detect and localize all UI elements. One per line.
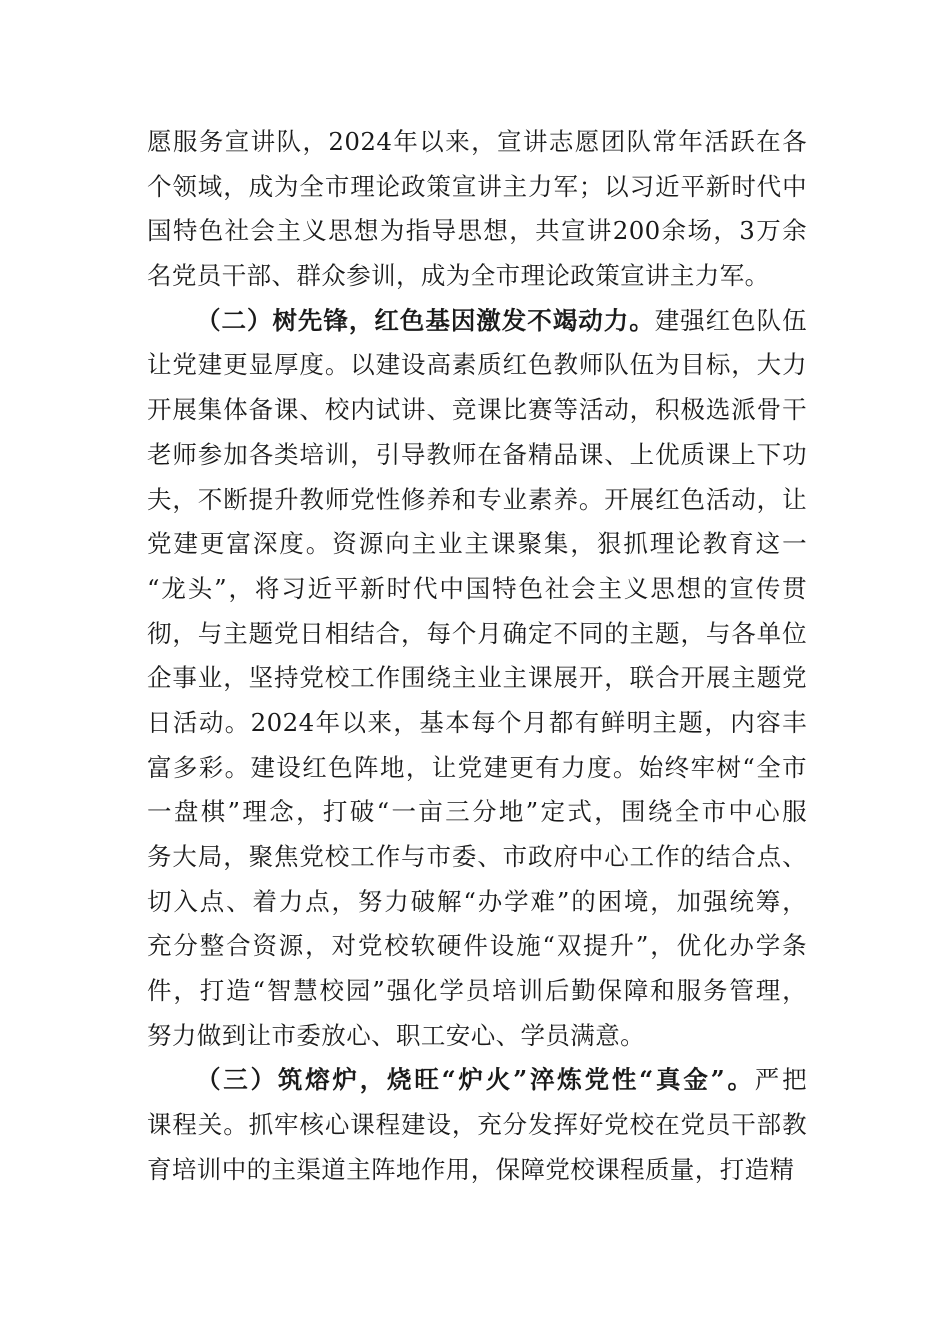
text-line [147, 343, 807, 388]
paragraph [147, 1058, 807, 1192]
text-line [147, 1148, 807, 1193]
text-line [147, 299, 807, 344]
body-text: 务大局，聚焦党校工作与市委、市政府中心工作的结合点、 [147, 842, 807, 871]
text-line [147, 880, 807, 925]
body-text: 党建更富深度。资源向主业主课聚集，狠抓理论教育这一 [147, 529, 807, 559]
body-text: 一盘棋”理念，打破“一亩三分地”定式，围绕全市中心服 [147, 797, 807, 827]
body-text: 充分整合资源，对党校软硬件设施“双提升”，优化办学条 [147, 931, 807, 961]
text-line [147, 567, 807, 612]
body-text: 愿服务宣讲队，2024年以来，宣讲志愿团队常年活跃在各 [147, 127, 807, 156]
text-line [147, 478, 807, 523]
body-text: 育培训中的主渠道主阵地作用，保障党校课程质量，打造精 [147, 1154, 795, 1184]
text-line [147, 746, 807, 791]
body-text: 老师参加各类培训，引导教师在备精品课、上优质课上下功 [147, 439, 807, 469]
body-text: 名党员干部、群众参训，成为全市理论政策宣讲主力军。 [147, 261, 770, 291]
body-text: 企事业，坚持党校工作围绕主业主课展开，联合开展主题党 [147, 663, 807, 693]
body-text: 件，打造“智慧校园”强化学员培训后勤保障和服务管理， [147, 976, 807, 1006]
text-line [147, 924, 807, 969]
text-line [147, 969, 807, 1014]
body-text: 切入点、着力点，努力破解“办学难”的困境，加强统筹， [147, 886, 807, 916]
body-text: “龙头”，将习近平新时代中国特色社会主义思想的宣传贯 [147, 573, 807, 603]
body-text: 让党建更显厚度。以建设高素质红色教师队伍为目标，大力 [147, 350, 807, 380]
text-line [147, 209, 807, 254]
body-text: 富多彩。建设红色阵地，让党建更有力度。始终牢树“全市 [147, 752, 807, 782]
document-body [147, 120, 807, 1193]
bold-heading-text: （三）筑熔炉，烧旺“炉火”淬炼党性“真金”。 [196, 1065, 755, 1095]
body-text: 个领域，成为全市理论政策宣讲主力军；以习近平新时代中 [147, 171, 807, 201]
body-text: 彻，与主题党日相结合，每个月确定不同的主题，与各单位 [147, 618, 807, 648]
text-line [147, 701, 807, 746]
body-text: 建强红色队伍 [654, 305, 807, 335]
text-line [147, 522, 807, 567]
text-line [147, 1058, 807, 1103]
text-line [147, 1014, 807, 1059]
text-line [147, 388, 807, 433]
text-line [147, 612, 807, 657]
text-line [147, 1103, 807, 1148]
body-text: 课程关。抓牢核心课程建设，充分发挥好党校在党员干部教 [147, 1110, 807, 1140]
paragraph [147, 120, 807, 299]
body-text: 国特色社会主义思想为指导思想，共宣讲200余场，3万余 [147, 216, 807, 246]
body-text: 夫，不断提升教师党性修养和专业素养。开展红色活动，让 [147, 484, 807, 514]
body-text: 开展集体备课、校内试讲、竞课比赛等活动，积极选派骨干 [147, 395, 807, 425]
body-text: 努力做到让市委放心、职工安心、学员满意。 [147, 1020, 645, 1050]
text-line [147, 165, 807, 210]
body-text: 日活动。2024年以来，基本每个月都有鲜明主题，内容丰 [147, 707, 807, 737]
text-line [147, 656, 807, 701]
text-line [147, 254, 807, 299]
bold-heading-text: （二）树先锋，红色基因激发不竭动力。 [196, 305, 655, 335]
body-text: 严把 [754, 1065, 807, 1095]
paragraph [147, 299, 807, 1059]
text-line [147, 120, 807, 165]
text-line [147, 433, 807, 478]
text-line [147, 835, 807, 880]
text-line [147, 790, 807, 835]
